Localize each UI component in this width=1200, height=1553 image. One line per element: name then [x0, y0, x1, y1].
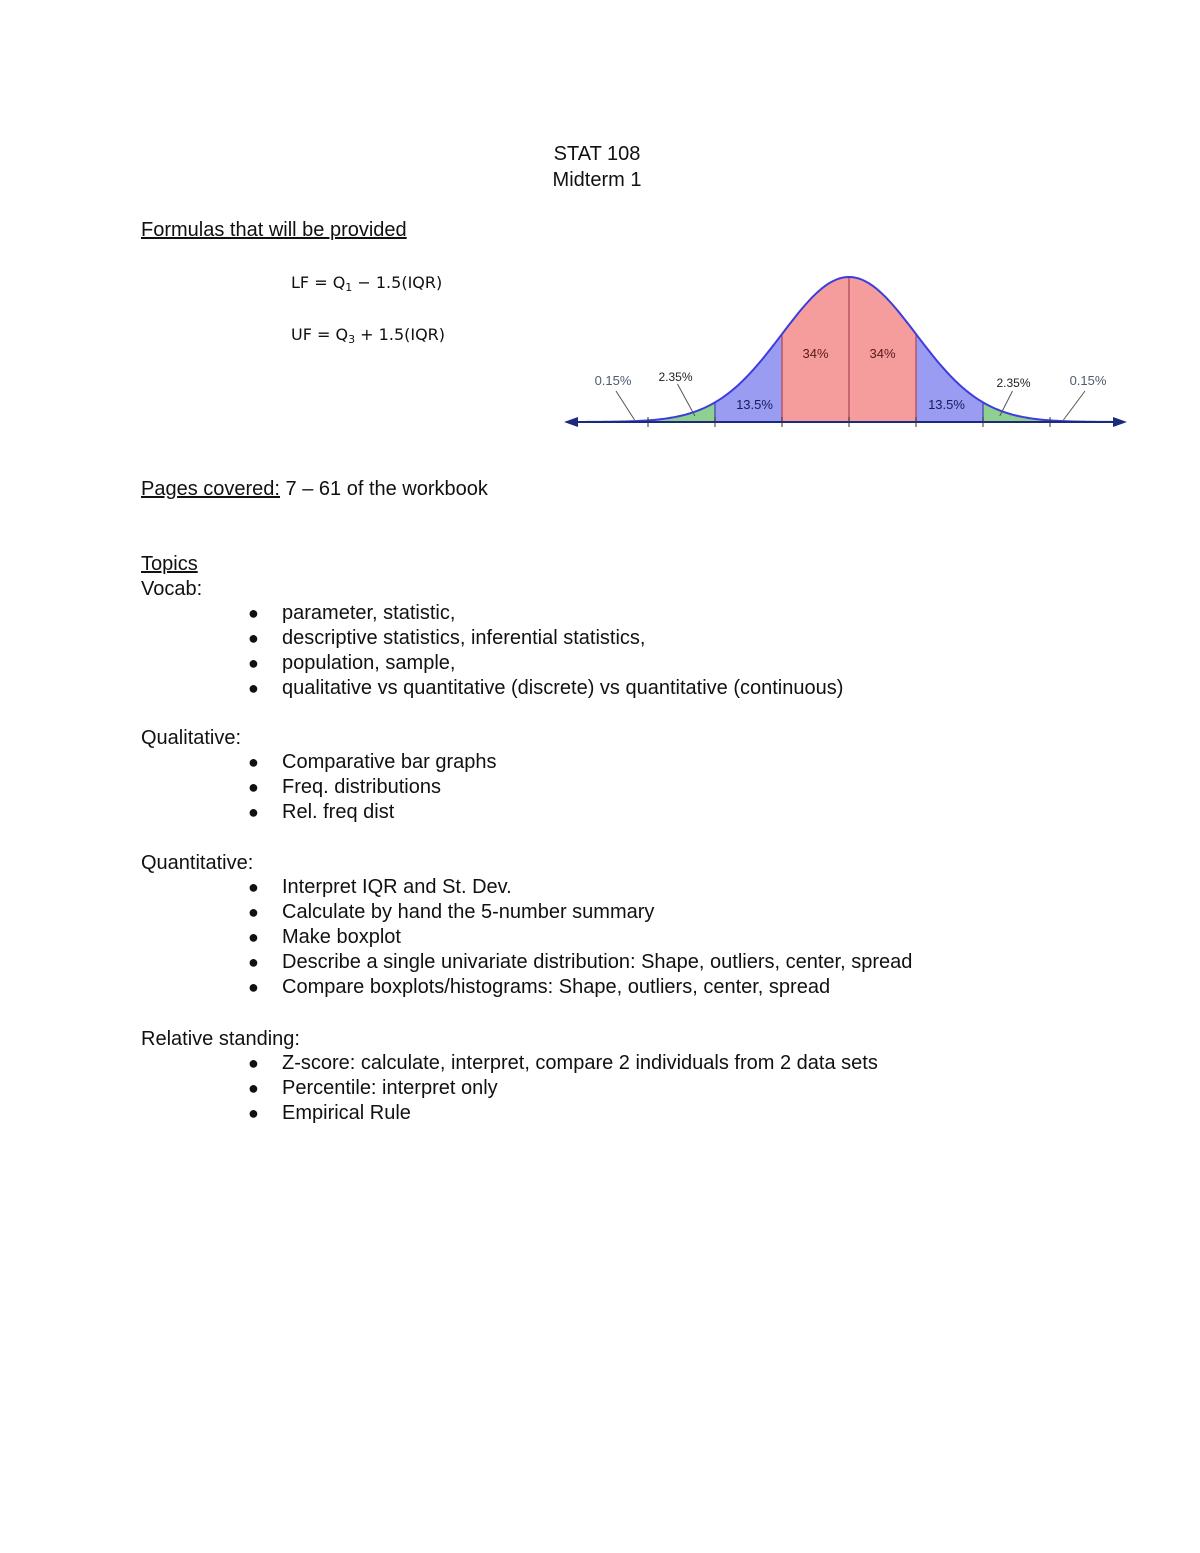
pages-covered-label: Pages covered:	[141, 478, 280, 500]
region-label-2: 34%	[802, 346, 829, 361]
lower-fence-formula	[291, 273, 442, 298]
bullet-icon: ●	[248, 902, 259, 922]
list-item: ● population, sample,	[248, 652, 456, 674]
tail-label-left: 0.15%	[594, 373, 632, 388]
uf-subscript: 3	[348, 333, 356, 346]
list-item: ● Compare boxplots/histograms: Shape, outliers, center, spread	[248, 976, 831, 998]
list-item: ● Describe a single univariate distribution: Shape, outliers, center, spread	[248, 951, 913, 973]
list-item: ● descriptive statistics, inferential statistics,	[248, 627, 646, 649]
bullet-icon: ●	[248, 628, 259, 648]
bullet-icon: ●	[248, 1053, 259, 1073]
qualitative-list	[0, 750, 497, 825]
list-item: ● Comparative bar graphs	[248, 751, 497, 773]
region-label-1: 13.5%	[736, 397, 773, 412]
section-label-qualitative: Qualitative:	[141, 727, 242, 749]
empirical-rule-chart	[558, 266, 1133, 436]
bullet-icon: ●	[248, 877, 259, 897]
region-label-4: 13.5%	[928, 397, 965, 412]
tail-label-right: 0.15%	[1069, 373, 1107, 388]
uf-suffix: + 1.5(IQR)	[355, 325, 446, 344]
bullet-icon: ●	[248, 1103, 259, 1123]
list-item: ● Rel. freq dist	[248, 801, 395, 823]
axis-arrow-right-icon	[1113, 417, 1127, 427]
exam-title: Midterm 1	[552, 169, 642, 191]
leader-line	[616, 391, 635, 420]
bullet-icon: ●	[248, 603, 259, 623]
relative-standing-list	[0, 1051, 878, 1126]
list-item: ● Freq. distributions	[248, 776, 441, 798]
uf-prefix: UF = Q	[291, 325, 349, 344]
region-label-5: 2.35%	[996, 376, 1031, 390]
list-item: ● Make boxplot	[248, 926, 401, 948]
lf-suffix: − 1.5(IQR)	[352, 273, 443, 292]
course-title: STAT 108	[553, 143, 641, 165]
list-item: ● Z-score: calculate, interpret, compare 2 individuals from 2 data sets	[248, 1052, 878, 1074]
list-item: ● Percentile: interpret only	[248, 1077, 498, 1099]
vocab-list	[0, 601, 843, 701]
lf-subscript: 1	[345, 281, 353, 294]
section-label-vocab: Vocab:	[141, 578, 203, 600]
bullet-icon: ●	[248, 977, 259, 997]
leader-line	[1063, 391, 1085, 420]
axis-arrow-left-icon	[564, 417, 578, 427]
quantitative-list	[0, 875, 912, 1000]
section-label-relative-standing: Relative standing:	[141, 1028, 300, 1050]
section-label-quantitative: Quantitative:	[141, 852, 254, 874]
pages-covered	[141, 476, 488, 502]
list-item: ● parameter, statistic,	[248, 602, 456, 624]
region-label-3: 34%	[869, 346, 896, 361]
bullet-icon: ●	[248, 678, 259, 698]
bullet-icon: ●	[248, 927, 259, 947]
document-title	[0, 141, 1194, 193]
bullet-icon: ●	[248, 1078, 259, 1098]
topics-heading: Topics	[141, 553, 198, 575]
bullet-icon: ●	[248, 802, 259, 822]
list-item: ● qualitative vs quantitative (discrete) vs quantitative (continuous)	[248, 677, 844, 699]
pages-covered-text: 7 – 61 of the workbook	[279, 478, 488, 500]
list-item: ● Calculate by hand the 5-number summary	[248, 901, 655, 923]
formulas-heading: Formulas that will be provided	[141, 219, 407, 241]
list-item: ● Empirical Rule	[248, 1102, 411, 1124]
bullet-icon: ●	[248, 777, 259, 797]
bullet-icon: ●	[248, 752, 259, 772]
leader-line	[678, 384, 695, 416]
bullet-icon: ●	[248, 952, 259, 972]
list-item: ● Interpret IQR and St. Dev.	[248, 876, 512, 898]
lf-prefix: LF = Q	[291, 273, 346, 292]
region-label-0: 2.35%	[658, 370, 693, 384]
bullet-icon: ●	[248, 653, 259, 673]
upper-fence-formula	[291, 325, 445, 350]
